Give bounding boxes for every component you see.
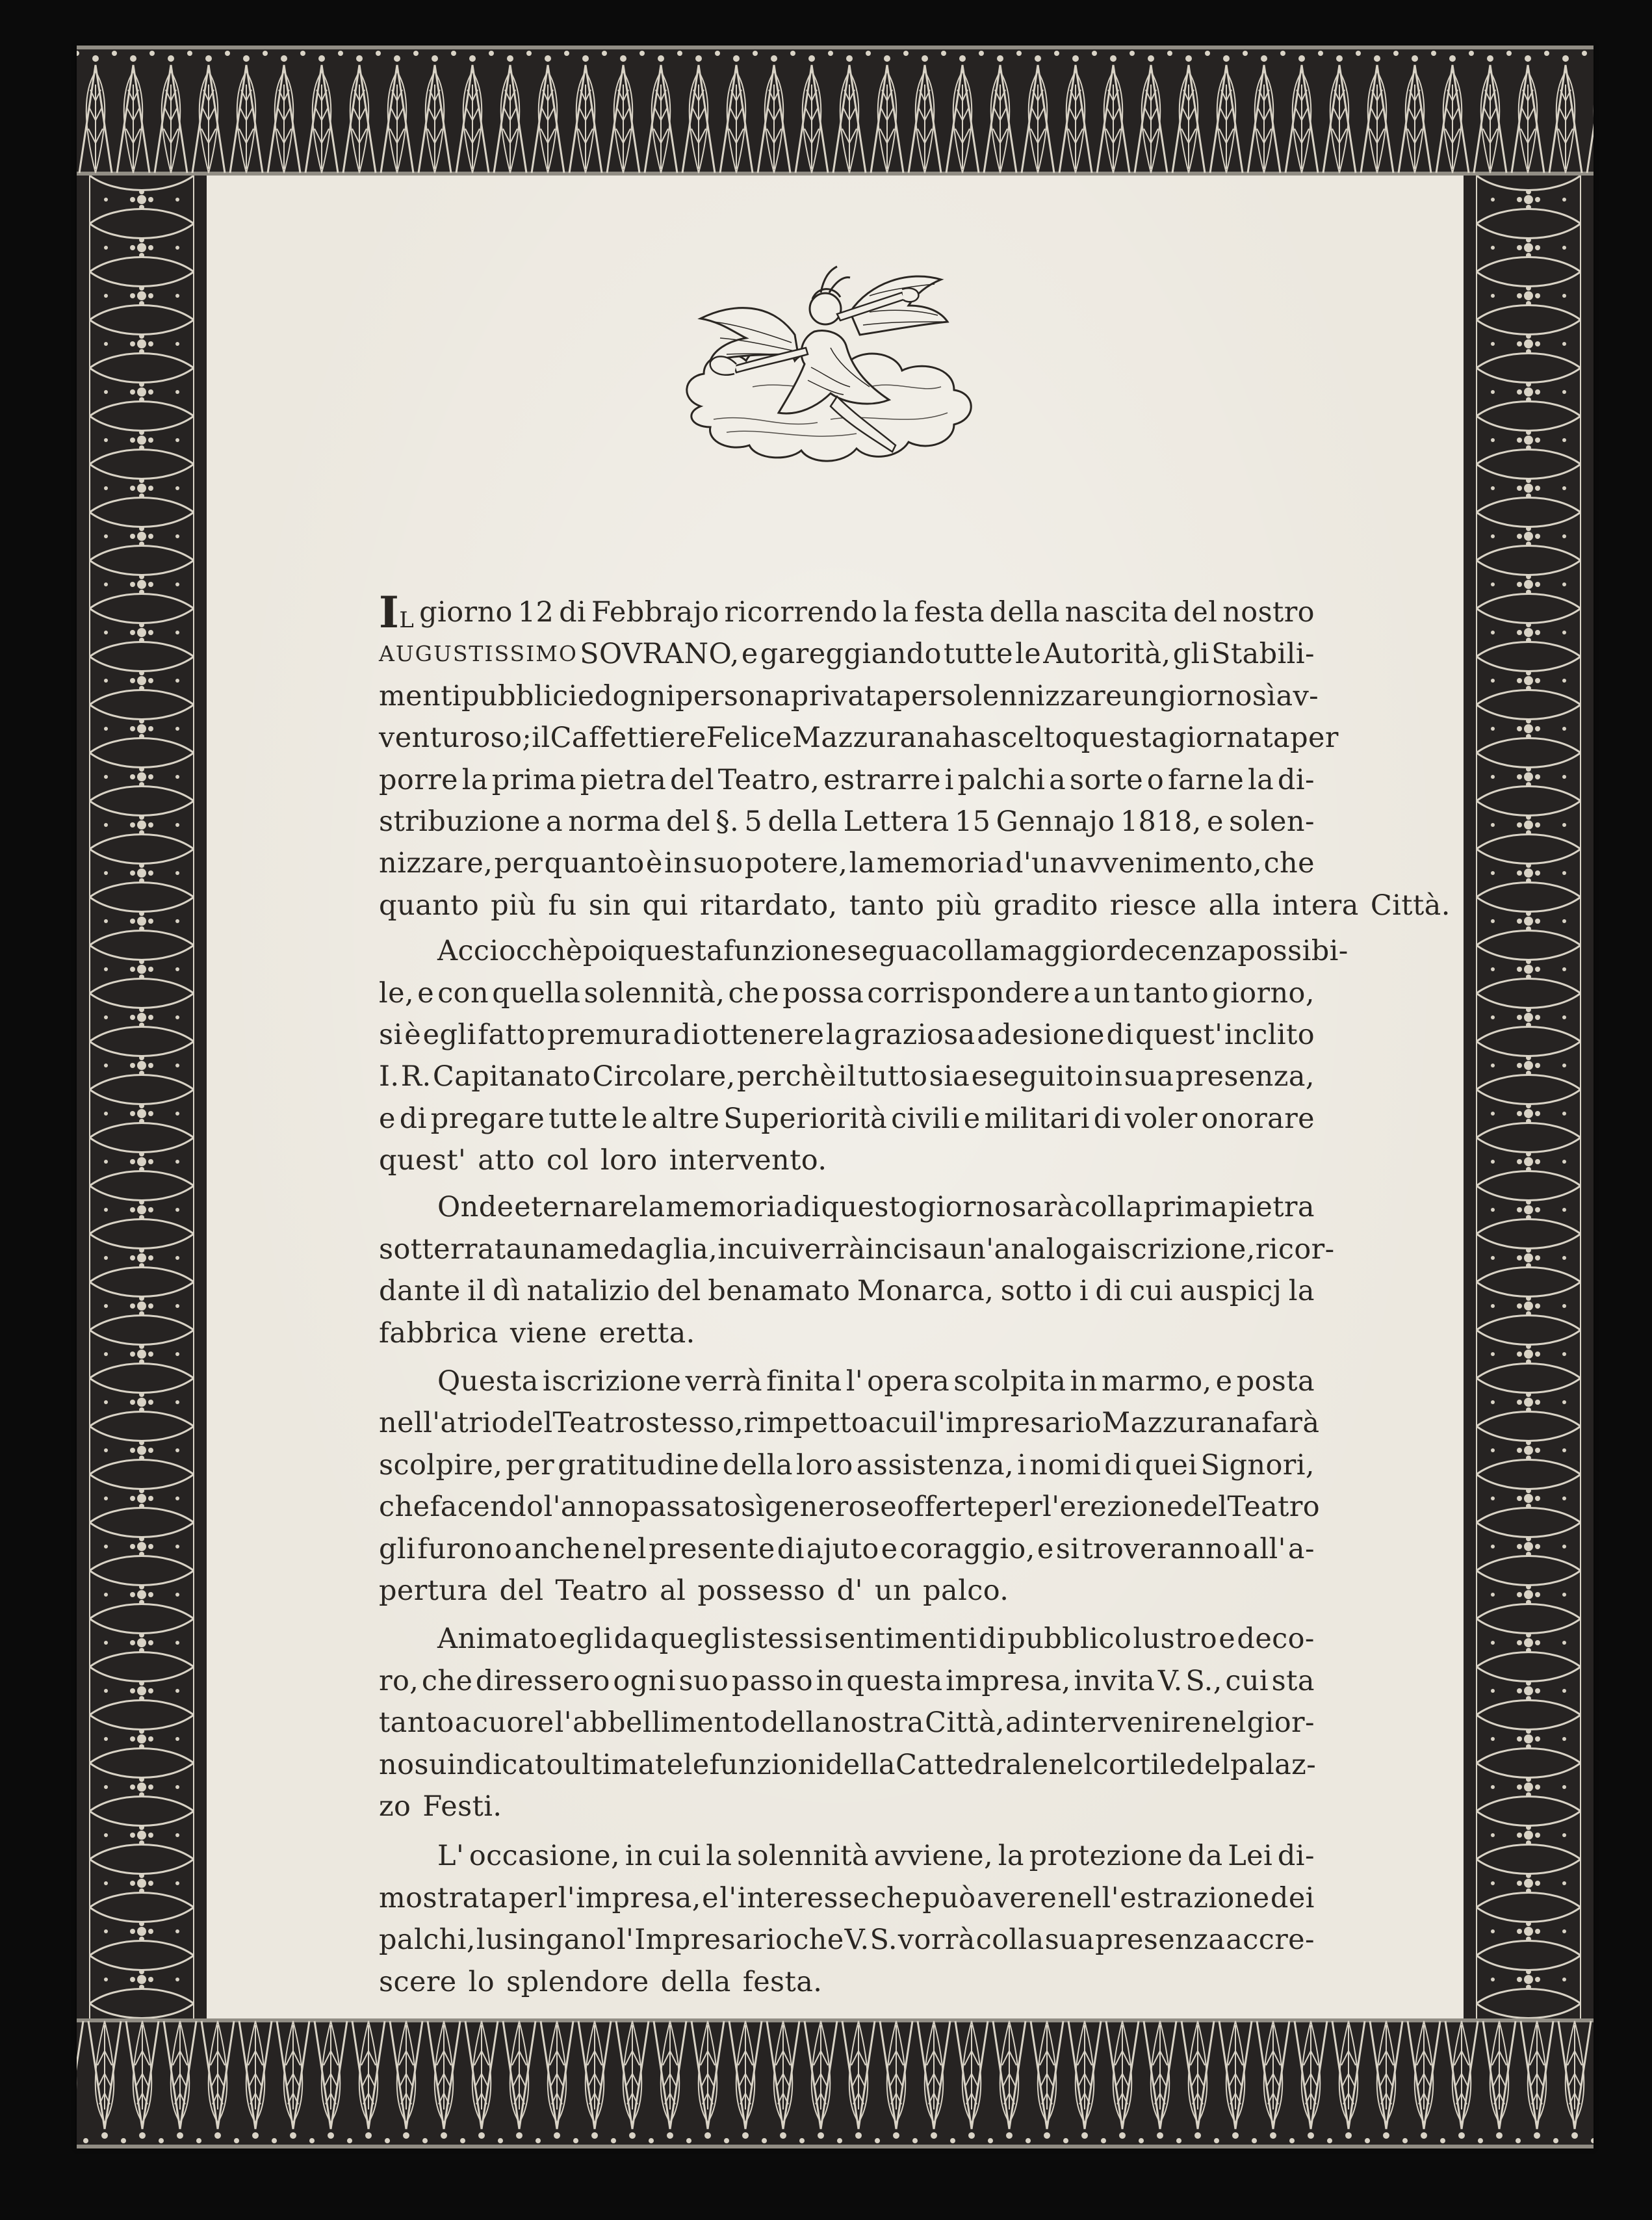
text-line: ro, che diressero ogni suo passo in questa impresa, invita V. S., cui sta: [379, 1664, 1315, 1697]
text-line: che facendo l' anno passato sì generose offerte per l' erezione del Teatro: [379, 1491, 1321, 1524]
text-line: AUGUSTISSIMO SOVRANO, e gareggiando tutte le Autorità, gli Stabili-: [379, 638, 1315, 671]
text-line: mostrata per l' impresa, e l' interesse che può avere nell' estrazione dei: [379, 1881, 1315, 1914]
paragraph: [379, 587, 1451, 926]
text-line: stribuzione a norma del §. 5 della Lettera 15 Gennajo 1818, e solen-: [379, 805, 1315, 838]
text-line: Onde eternare la memoria di questo giorno sarà colla prima pietra: [437, 1191, 1315, 1224]
text-line: e di pregare tutte le altre Superiorità civili e militari di voler onorare: [379, 1102, 1315, 1135]
paragraph: [379, 1835, 1315, 2003]
ornamental-border-left: [77, 176, 207, 2018]
text-line: scere lo splendore della festa.: [379, 1965, 823, 1998]
paragraph: [379, 930, 1349, 1181]
printed-sheet: [77, 46, 1594, 2148]
text-line: fabbrica viene eretta.: [379, 1316, 695, 1350]
text-line: porre la prima pietra del Teatro, estrarre i palchi a sorte o farne la di-: [379, 763, 1315, 796]
text-line: gli furono anche nel presente di ajuto e coraggio, e si troveranno all' a-: [379, 1532, 1315, 1565]
text-line: dante il dì natalizio del benamato Monarca, sotto i di cui auspicj la: [379, 1275, 1315, 1308]
angel-trumpet-vignette-icon: [675, 257, 987, 471]
text-line: Acciocchè poi questa funzione segua colla maggior decenza possibi-: [437, 935, 1349, 968]
text-line: si è egli fatto premura di ottenere la graziosa adesione di quest' inclito: [379, 1018, 1315, 1051]
text-line: quanto più fu sin qui ritardato, tanto più gradito riesce alla intera Città.: [379, 889, 1451, 922]
paragraph: [379, 1186, 1335, 1354]
ornamental-border-bottom: [77, 2018, 1594, 2148]
text-line: palchi, lusingano l' Impresario che V. S. vorrà colla sua presenza accre-: [379, 1924, 1315, 1957]
text-line: I. R. Capitanato Circolare, perchè il tutto sia eseguito in sua presenza,: [379, 1060, 1315, 1093]
text-line: Questa iscrizione verrà finita l' opera scolpita in marmo, e posta: [437, 1365, 1315, 1398]
paragraph: [379, 1618, 1315, 1827]
paragraph: [379, 1361, 1321, 1612]
text-line: no suindicato ultimate le funzioni della Cattedrale nel cortile del palaz-: [379, 1748, 1317, 1781]
text-line: L' occasione, in cui la solennità avviene, la protezione da Lei di-: [437, 1840, 1315, 1873]
text-line: tanto a cuore l' abbellimento della nostra Città, ad intervenire nel gior-: [379, 1706, 1315, 1740]
text-line: le, e con quella solennità, che possa corrispondere a un tanto giorno,: [379, 976, 1315, 1010]
page-field: [207, 176, 1464, 2018]
text-line: zo Festi.: [379, 1790, 502, 1823]
ornamental-border-top: [77, 46, 1594, 176]
text-line: sotterrata una medaglia, in cui verrà incisa un' analoga iscrizione, ricor-: [379, 1233, 1335, 1266]
text-line: pertura del Teatro al possesso d' un palco.: [379, 1574, 1009, 1607]
text-line: nizzare, per quanto è in suo potere, la memoria d'un avvenimento, che: [379, 847, 1315, 880]
text-line: quest' atto col loro intervento.: [379, 1144, 827, 1177]
text-line: IL giorno 12 di Febbrajo ricorrendo la festa della nascita del nostro: [379, 587, 1315, 638]
text-line: nell' atrio del Teatro stesso, rimpetto a cui l' impresario Mazzurana farà: [379, 1407, 1320, 1440]
text-line: venturoso; il Caffettiere Felice Mazzurana ha scelto questa giornata per: [379, 722, 1339, 755]
text-line: menti pubblici ed ogni persona privata per solennizzare un giorno sì av-: [379, 679, 1319, 712]
text-line: scolpire, per gratitudine della loro assistenza, i nomi di quei Signori,: [379, 1448, 1315, 1482]
ornamental-border-right: [1464, 176, 1594, 2018]
document-body: [379, 587, 1451, 2003]
text-line: Animato egli da quegli stessi sentimenti di pubblico lustro e deco-: [437, 1623, 1315, 1656]
